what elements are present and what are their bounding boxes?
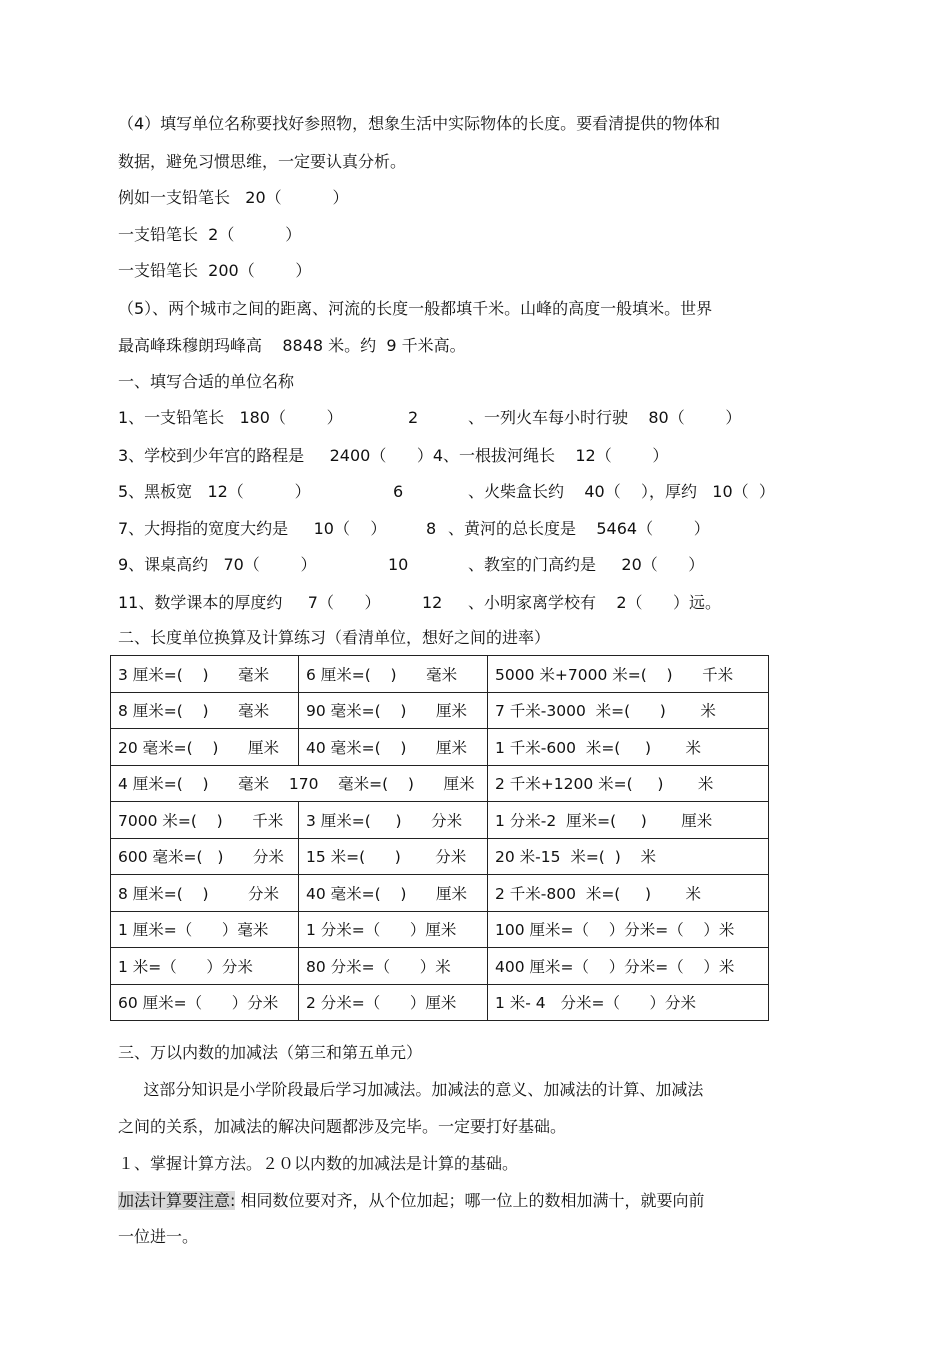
example-line-3: 一支铅笔长 200（ ） bbox=[118, 261, 312, 280]
table-cell: 2 千米+1200 米=( ) 米 bbox=[488, 765, 769, 802]
table-row bbox=[111, 838, 769, 875]
table-cell: 1 米- 4 分米=（ ）分米 bbox=[488, 984, 769, 1021]
table-row bbox=[111, 911, 769, 948]
section-3-paragraph-line2: 之间的关系，加减法的解决问题都涉及完毕。一定要打好基础。 bbox=[118, 1117, 567, 1136]
table-cell: 1 分米-2 厘米=( ) 厘米 bbox=[488, 802, 769, 839]
table-cell: 5000 米+7000 米=( ) 千米 bbox=[488, 656, 769, 693]
question-9: 9、课桌高约 70（ ） bbox=[118, 555, 317, 574]
addition-note bbox=[118, 1190, 705, 1212]
table-cell: 3 厘米=( ) 分米 bbox=[299, 802, 488, 839]
table-cell-merged: 4 厘米=( ) 毫米 170 毫米=( ) 厘米 bbox=[111, 765, 488, 802]
table-cell: 40 毫米=( ) 厘米 bbox=[299, 875, 488, 912]
table-row bbox=[111, 656, 769, 693]
question-5: 5、黑板宽 12（ ） bbox=[118, 482, 311, 501]
table-cell: 7000 米=( ) 千米 bbox=[111, 802, 299, 839]
question-6-number: 6 bbox=[393, 482, 404, 501]
question-10-number: 10 bbox=[388, 555, 409, 574]
question-8-number: 8 bbox=[426, 519, 437, 538]
table-cell: 100 厘米=（ ）分米=（ ）米 bbox=[488, 911, 769, 948]
section-1-heading: 一、填写合适的单位名称 bbox=[118, 372, 295, 391]
question-6: 、火柴盒长约 40（ ），厚约 10（ ） bbox=[468, 482, 775, 501]
table-cell: 1 米=（ ）分米 bbox=[111, 948, 299, 985]
question-12: 、小明家离学校有 2（ ）远。 bbox=[468, 593, 722, 612]
section-3-heading: 三、万以内数的加减法（第三和第五单元） bbox=[118, 1043, 423, 1062]
table-cell: 2 分米=（ ）厘米 bbox=[299, 984, 488, 1021]
table-cell: 8 厘米=( ) 毫米 bbox=[111, 692, 299, 729]
section-3-paragraph-line1: 这部分知识是小学阶段最后学习加减法。加减法的意义、加减法的计算、加减法 bbox=[118, 1080, 704, 1099]
table-cell: 1 厘米=（ ）毫米 bbox=[111, 911, 299, 948]
table-row bbox=[111, 948, 769, 985]
table-cell: 400 厘米=（ ）分米=（ ）米 bbox=[488, 948, 769, 985]
question-2-number: 2 bbox=[408, 408, 419, 427]
table-cell: 6 厘米=( ) 毫米 bbox=[299, 656, 488, 693]
table-row bbox=[111, 765, 769, 802]
table-cell: 7 千米-3000 米=( ) 米 bbox=[488, 692, 769, 729]
table-cell: 600 毫米=( ) 分米 bbox=[111, 838, 299, 875]
conversion-table bbox=[110, 655, 769, 1021]
question-10: 、教室的门高约是 20（ ） bbox=[468, 555, 705, 574]
table-row bbox=[111, 729, 769, 766]
question-7: 7、大拇指的宽度大约是 10（ ） bbox=[118, 519, 387, 538]
table-cell: 80 分米=（ ）米 bbox=[299, 948, 488, 985]
paragraph-4-line2: 数据，避免习惯思维，一定要认真分析。 bbox=[118, 152, 407, 171]
question-12-number: 12 bbox=[422, 593, 443, 612]
table-cell: 15 米=( ) 分米 bbox=[299, 838, 488, 875]
section-3-item-1: １、掌握计算方法。２０以内数的加减法是计算的基础。 bbox=[118, 1154, 519, 1173]
example-line-1: 例如一支铅笔长 20（ ） bbox=[118, 188, 349, 207]
table-row bbox=[111, 984, 769, 1021]
question-1: 1、一支铅笔长 180（ ） bbox=[118, 408, 343, 427]
addition-note-label: 加法计算要注意: bbox=[118, 1191, 236, 1210]
table-cell: 2 千米-800 米=( ) 米 bbox=[488, 875, 769, 912]
example-line-2: 一支铅笔长 2（ ） bbox=[118, 225, 302, 244]
question-8: 、黄河的总长度是 5464（ ） bbox=[448, 519, 710, 538]
table-cell: 3 厘米=( ) 毫米 bbox=[111, 656, 299, 693]
question-11: 11、数学课本的厚度约 7（ ） bbox=[118, 593, 381, 612]
table-cell: 60 厘米=（ ）分米 bbox=[111, 984, 299, 1021]
table-cell: 1 分米=（ ）厘米 bbox=[299, 911, 488, 948]
table-cell: 90 毫米=( ) 厘米 bbox=[299, 692, 488, 729]
section-2-heading: 二、长度单位换算及计算练习（看清单位，想好之间的进率） bbox=[118, 628, 551, 647]
paragraph-4-line1: （4）填写单位名称要找好参照物，想象生活中实际物体的长度。要看清提供的物体和 bbox=[118, 114, 721, 133]
addition-note-line2: 一位进一。 bbox=[118, 1227, 199, 1246]
question-3-4: 3、学校到少年宫的路程是 2400（ ）4、一根拔河绳长 12（ ） bbox=[118, 446, 669, 465]
table-row bbox=[111, 875, 769, 912]
table-cell: 20 毫米=( ) 厘米 bbox=[111, 729, 299, 766]
table-row bbox=[111, 692, 769, 729]
question-2: 、一列火车每小时行驶 80（ ） bbox=[468, 408, 742, 427]
table-cell: 8 厘米=( ) 分米 bbox=[111, 875, 299, 912]
paragraph-5-line2: 最高峰珠穆朗玛峰高 8848 米。约 9 千米高。 bbox=[118, 336, 466, 355]
table-cell: 1 千米-600 米=( ) 米 bbox=[488, 729, 769, 766]
table-cell: 20 米-15 米=( ) 米 bbox=[488, 838, 769, 875]
table-cell: 40 毫米=( ) 厘米 bbox=[299, 729, 488, 766]
paragraph-5-line1: （5）、两个城市之间的距离、河流的长度一般都填千米。山峰的高度一般填米。世界 bbox=[118, 299, 713, 318]
table-row bbox=[111, 802, 769, 839]
addition-note-text: 相同数位要对齐，从个位加起；哪一位上的数相加满十，就要向前 bbox=[235, 1191, 705, 1210]
